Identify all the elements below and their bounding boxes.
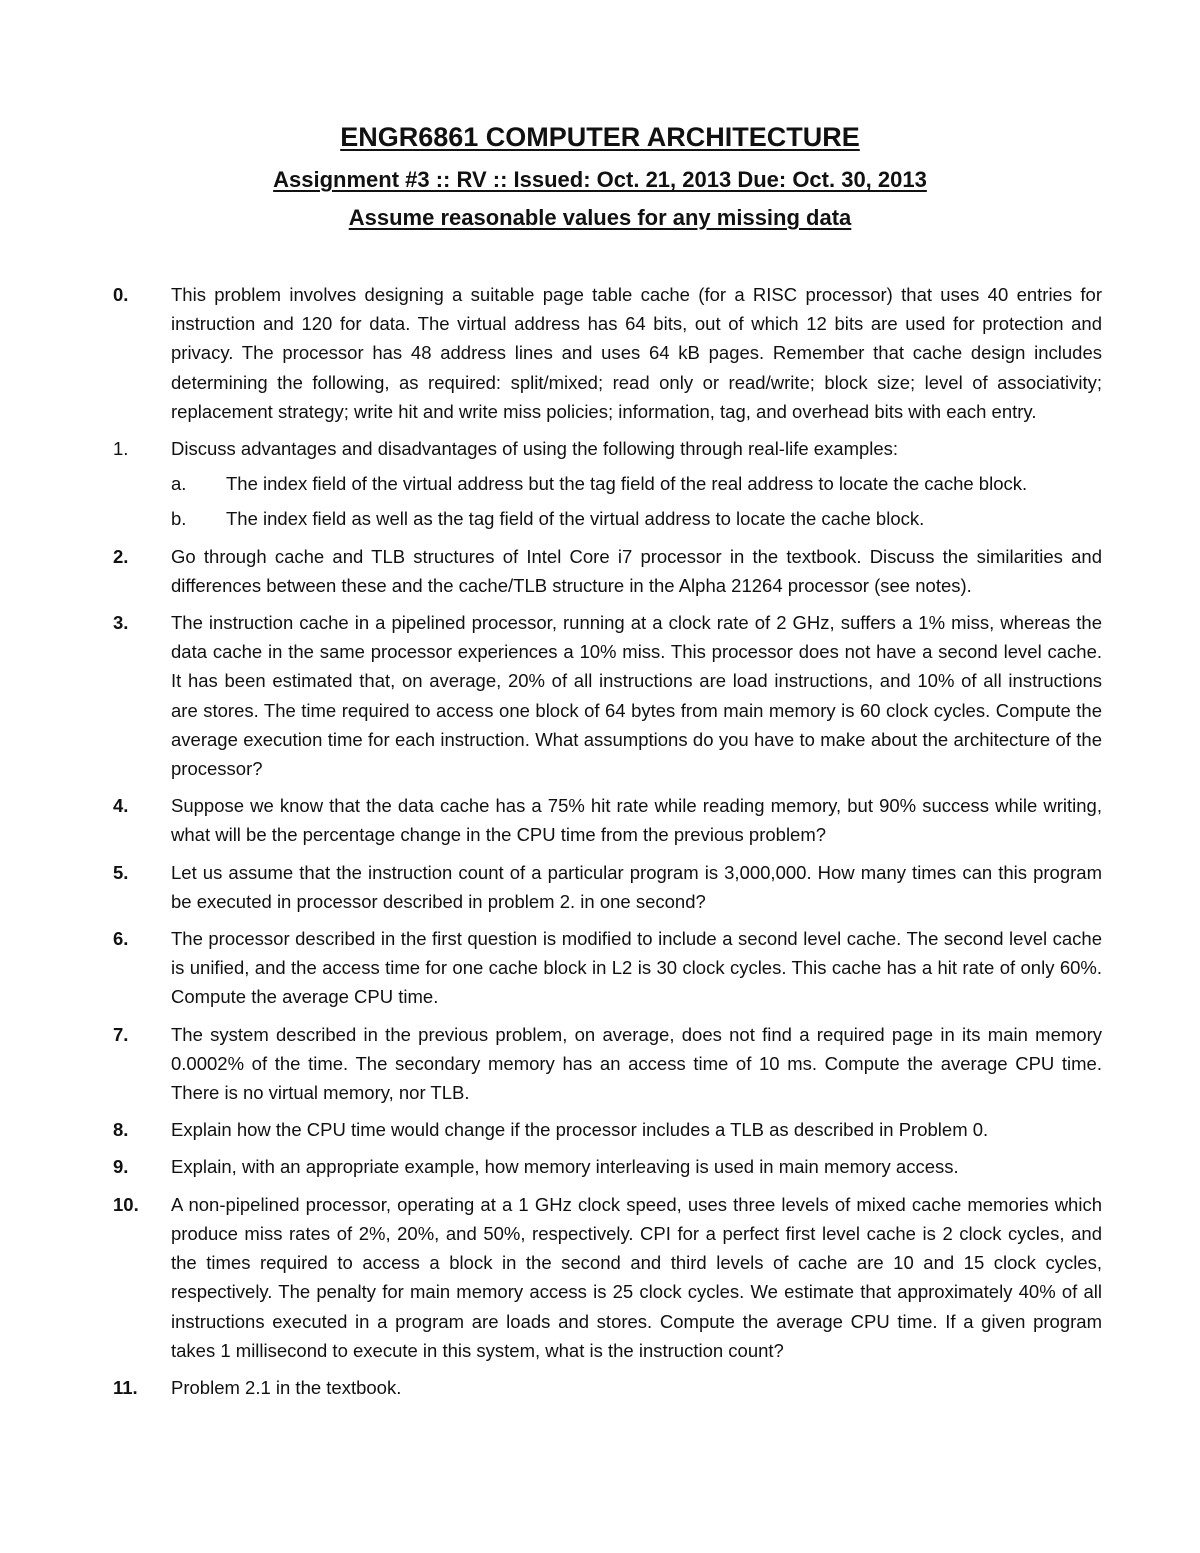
problem-7: [113, 1020, 1102, 1108]
subitem-letter: a.: [171, 473, 187, 495]
subitem-letter: b.: [171, 508, 187, 530]
problem-number: 8.: [113, 1119, 129, 1141]
problem-number: 11.: [113, 1376, 138, 1398]
subitem-a: [171, 469, 1102, 498]
problem-number: 7.: [113, 1023, 129, 1045]
subitem-list: [171, 469, 1102, 533]
problem-text: Discuss advantages and disadvantages of using the following through real-life examples:: [171, 438, 899, 460]
problem-1: [113, 434, 1102, 534]
problem-text: The system described in the previous problem, on average, does not find a required page in its main memory 0.0002% of the time. The secondary memory has an access time of 10 ms. Compute the average CPU time. There is no virtual memory, nor TLB.: [171, 1023, 1102, 1104]
problem-text: Suppose we know that the data cache has a 75% hit rate while reading memory, but 90% success while writing, what will be the percentage change in the CPU time from the previous problem?: [171, 795, 1102, 846]
problem-number: 3.: [113, 612, 129, 634]
problem-5: [113, 858, 1102, 916]
assumption-note: Assume reasonable values for any missing data: [348, 205, 852, 230]
problem-8: [113, 1115, 1102, 1144]
problem-number: 10.: [113, 1193, 139, 1215]
course-title: ENGR6861 COMPUTER ARCHITECTURE: [340, 122, 860, 152]
problem-10: [113, 1190, 1102, 1365]
problem-number: 6.: [113, 928, 129, 950]
problem-text: This problem involves designing a suitable page table cache (for a RISC processor) that uses 40 entries for instruction and 120 for data. The virtual address has 64 bits, out of which 12 bits are used for protection and privacy. The processor has 48 address lines and uses 64 kB pages. Remember that cache design includes determining the following, as required: split/mixed; read only or read/write; block size; level of associativity; replacement strategy; write hit and write miss policies; information, tag, and overhead bits with each entry.: [171, 284, 1102, 422]
subitem-b: [171, 504, 1102, 533]
problem-2: [113, 542, 1102, 600]
assignment-info: Assignment #3 :: RV :: Issued: Oct. 21, 2013 Due: Oct. 30, 2013: [273, 167, 927, 192]
problem-text: Go through cache and TLB structures of Intel Core i7 processor in the textbook. Discuss the similarities and differences between these and the cache/TLB structure in the Alpha 21264 processor (see notes).: [171, 545, 1102, 596]
problem-number: 5.: [113, 861, 129, 883]
problem-4: [113, 791, 1102, 849]
problem-number: 4.: [113, 795, 129, 817]
problem-number: 2.: [113, 545, 129, 567]
problem-11: [113, 1373, 1102, 1402]
problem-number: 1.: [113, 438, 129, 460]
problem-text: The processor described in the first question is modified to include a second level cache. The second level cache is unified, and the access time for one cache block in L2 is 30 clock cycles. This cache has a hit rate of only 60%. Compute the average CPU time.: [171, 928, 1102, 1008]
problem-number: 9.: [113, 1156, 129, 1178]
problem-text: Explain, with an appropriate example, how memory interleaving is used in main memory access.: [171, 1156, 959, 1178]
problem-text: Let us assume that the instruction count of a particular program is 3,000,000. How many times can this program be executed in processor described in problem 2. in one second?: [171, 861, 1102, 912]
problem-3: [113, 608, 1102, 783]
problem-text: Explain how the CPU time would change if the processor includes a TLB as described in Problem 0.: [171, 1119, 989, 1141]
problem-text: Problem 2.1 in the textbook.: [171, 1376, 402, 1398]
subitem-text: The index field as well as the tag field of the virtual address to locate the cache block.: [226, 508, 925, 530]
problem-text: The instruction cache in a pipelined processor, running at a clock rate of 2 GHz, suffers a 1% miss, whereas the data cache in the same processor experiences a 10% miss. This processor does not have a second level cache. It has been estimated that, on average, 20% of all instructions are load instructions, and 10% of all instructions are stores. The time required to access one block of 64 bytes from main memory is 60 clock cycles. Compute the average execution time for each instruction. What assumptions do you have to make about the architecture of the processor?: [171, 612, 1102, 780]
problem-number: 0.: [113, 284, 129, 305]
problem-list: [113, 280, 1102, 1410]
problem-0: [113, 280, 1102, 426]
problem-6: [113, 924, 1102, 1012]
subitem-text: The index field of the virtual address but the tag field of the real address to locate the cache block.: [226, 473, 1028, 495]
problem-text: A non-pipelined processor, operating at a 1 GHz clock speed, uses three levels of mixed cache memories which produce miss rates of 2%, 20%, and 50%, respectively. CPI for a perfect first level cache is 2 clock cycles, and the times required to access a block in the second and third levels of cache are 10 and 15 clock cycles, respectively. The penalty for main memory access is 25 clock cycles. We estimate that approximately 40% of all instructions executed in a program are loads and stores. Compute the average CPU time. If a given program takes 1 millisecond to execute in this system, what is the instruction count?: [171, 1193, 1102, 1361]
problem-9: [113, 1152, 1102, 1181]
